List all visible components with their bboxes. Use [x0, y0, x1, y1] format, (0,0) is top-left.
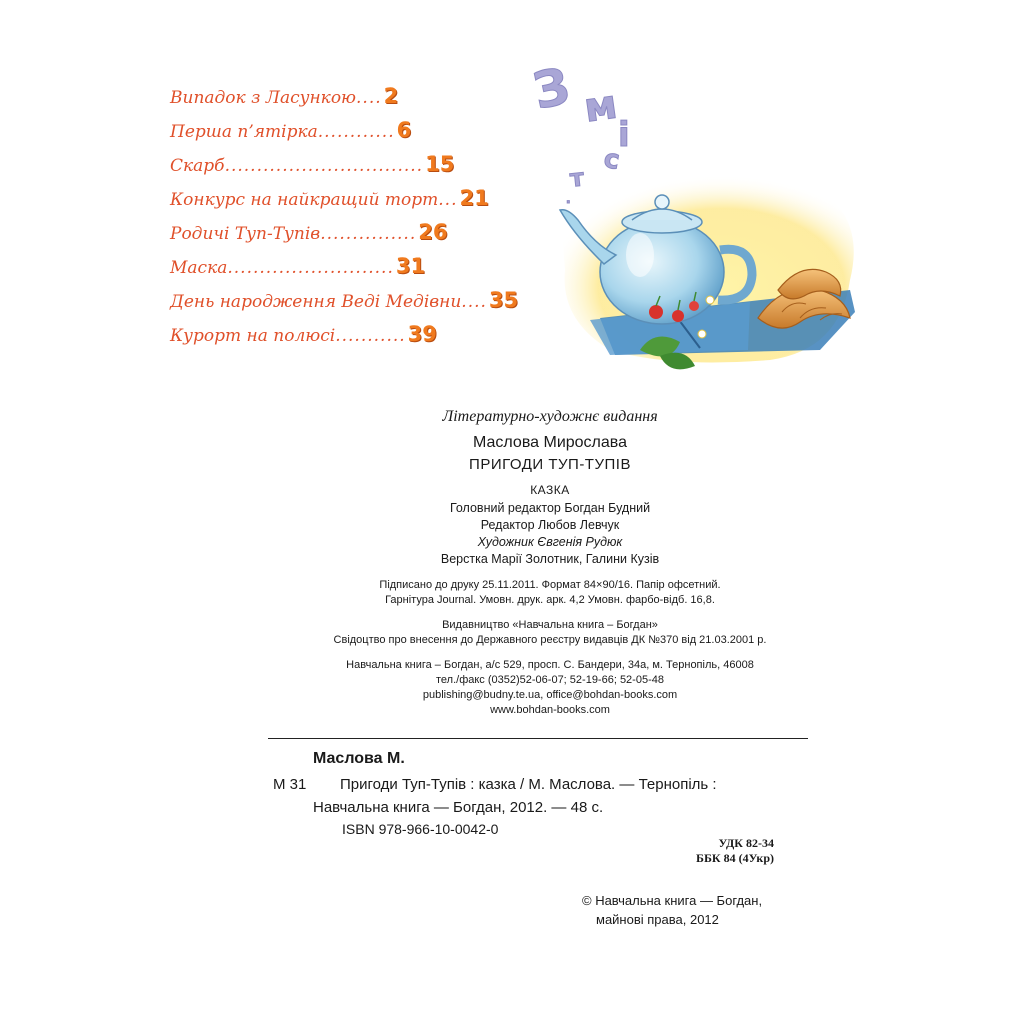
imprint-block: [240, 408, 860, 718]
credit-line: Головний редактор Богдан Будний: [449, 501, 651, 515]
publisher-info: Свідоцтво про внесення до Державного реєстру видавців ДК №370 від 21.03.2001 р.: [333, 634, 767, 646]
toc-page-number: 15: [425, 152, 455, 176]
divider: [268, 738, 808, 739]
letter-i: і: [618, 115, 630, 155]
letter-ze: З: [528, 56, 575, 121]
copyright-notice: © Навчальна книга — Богдан, майнові права, 2012: [582, 893, 763, 927]
catalog-line: Пригоди Туп-Тупів : казка / М. Маслова. — Тернопіль :: [340, 776, 717, 793]
letter-es: с: [601, 143, 622, 177]
publisher-info: Видавництво «Навчальна книга – Богдан»: [442, 619, 658, 631]
toc-page-number: 26: [418, 220, 448, 244]
author-full-name: Маслова Мирослава: [473, 434, 627, 451]
toc-page-number: 2: [383, 84, 399, 108]
toc-page-number: 35: [488, 288, 519, 312]
credit-line: Редактор Любов Левчук: [480, 518, 620, 532]
toc-item[interactable]: Курорт на полюсі ........... 39: [170, 322, 437, 346]
toc-page-number: 6: [396, 118, 412, 142]
toc-item[interactable]: Перша п’ятірка ............ 6: [170, 118, 412, 142]
letter-dot: ·: [566, 195, 571, 209]
isbn: ISBN 978-966-10-0042-0: [342, 821, 499, 837]
letter-te: т: [568, 163, 586, 193]
udc-code: УДК 82-34: [718, 836, 774, 850]
catalog-author: Маслова М.: [313, 750, 405, 767]
edition-type: Літературно-художнє видання: [442, 408, 658, 425]
letter-em: м: [581, 81, 621, 132]
credit-line: Верстка Марії Золотник, Галини Кузів: [440, 552, 660, 566]
contact-email[interactable]: publishing@budny.te.ua, office@bohdan-books.com: [422, 689, 678, 701]
catalog-line: Навчальна книга — Богдан, 2012. — 48 с.: [313, 799, 604, 816]
classification-codes: [696, 836, 774, 866]
contact-address: Навчальна книга – Богдан, а/с 529, просп. С. Бандери, 34а, м. Тернопіль, 46008: [346, 659, 754, 671]
contact-phone: тел./факс (0352)52-06-07; 52-19-66; 52-05-48: [436, 674, 664, 686]
bbk-code: ББК 84 (4Укр): [696, 851, 774, 865]
toc-item[interactable]: Випадок з Ласункою .... 2: [170, 84, 399, 108]
table-of-contents: [170, 84, 550, 356]
credit-line: Художник Євгенія Рудюк: [477, 535, 623, 549]
book-title: ПРИГОДИ ТУП-ТУПІВ: [469, 456, 631, 473]
book-genre: КАЗКА: [530, 483, 570, 497]
toc-page-number: 21: [459, 186, 489, 210]
catalog-code: М 31: [273, 776, 307, 793]
toc-page-number: 39: [407, 322, 437, 346]
toc-item[interactable]: Конкурс на найкращий торт ... 21: [170, 186, 489, 210]
toc-page-number: 31: [395, 254, 426, 278]
toc-item[interactable]: День народження Веді Медівни .... 35: [170, 288, 519, 312]
contact-website[interactable]: www.bohdan-books.com: [490, 704, 610, 716]
toc-item[interactable]: Скарб ............................... 15: [170, 152, 455, 176]
toc-item[interactable]: Родичі Туп-Тупів ............... 26: [170, 220, 448, 244]
print-info: Підписано до друку 25.11.2011. Формат 84×90/16. Папір офсетний.: [379, 579, 721, 591]
print-info: Гарнітура Journal. Умовн. друк. арк. 4,2 Умовн. фарбо-відб. 16,8.: [385, 594, 715, 606]
toc-item[interactable]: Маска .......................... 31: [170, 254, 426, 278]
contents-illustration: [520, 50, 865, 385]
